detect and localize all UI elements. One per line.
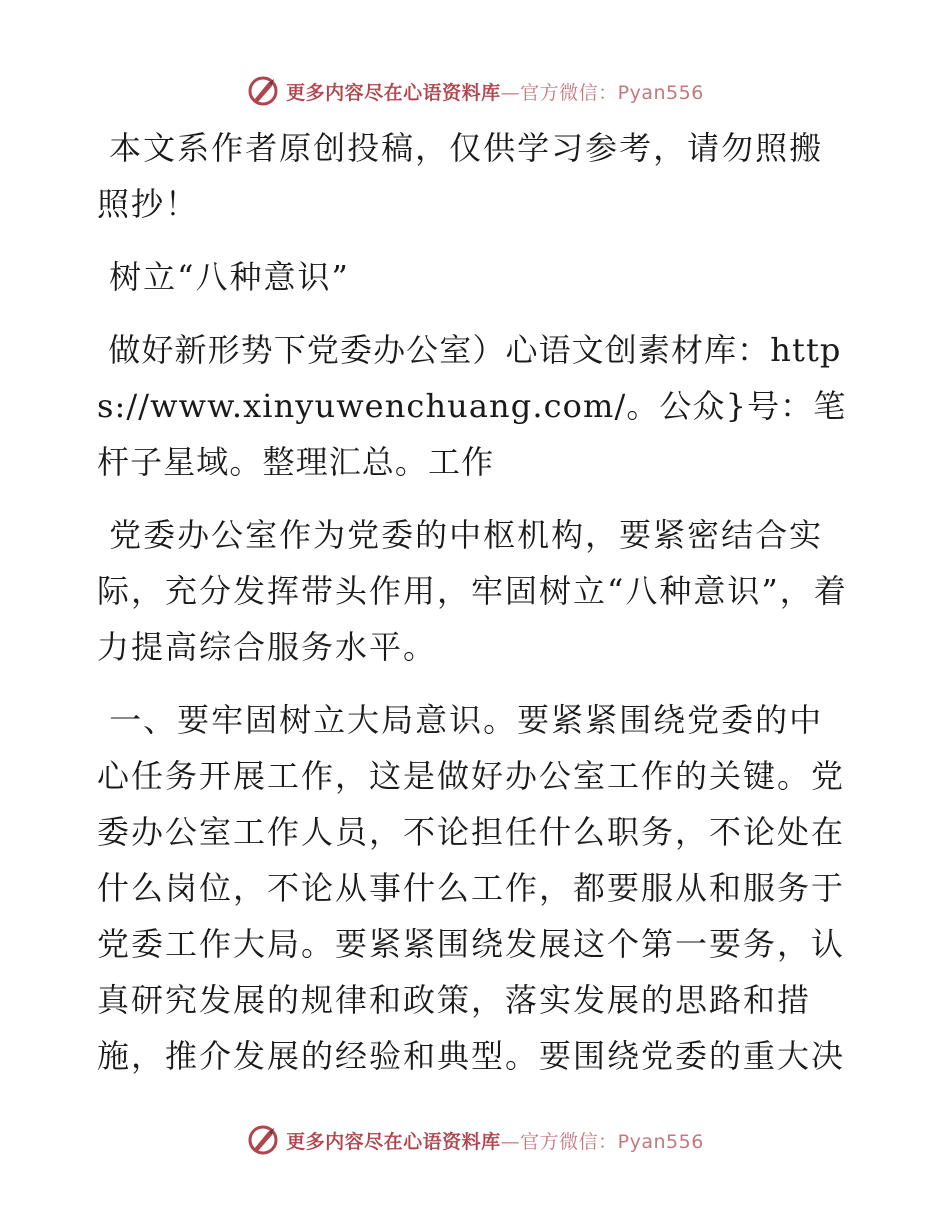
banner-main-text: 更多内容尽在心语资料库 — [286, 1130, 501, 1153]
banner-main-text: 更多内容尽在心语资料库 — [286, 81, 501, 104]
disclaimer-paragraph: 本文系作者原创投稿，仅供学习参考，请勿照搬照抄！ — [97, 129, 824, 223]
title-paragraph: 树立“八种意识” — [97, 258, 350, 296]
section-one-paragraph: 一、要牢固树立大局意识。要紧紧围绕党委的中心任务开展工作，这是做好办公室工作的关键。党委办公室工作人员，不论担任什么职务，不论处在什么岗位，不论从事什么工作，都要服从和服务于党委工作大局。要紧紧围绕发展这个第一要务，认真研究发展的规律和政策，落实发展的思路和措施，推介发展的经验和典型。要围绕党委的重大决 — [97, 701, 846, 1075]
banner-label — [286, 1127, 704, 1154]
banner-wechat: 官方微信：Pyan556 — [520, 1130, 704, 1153]
intro-paragraph: 党委办公室作为党委的中枢机构，要紧密结合实际，充分发挥带头作用，牢固树立“八种意识”，着力提高综合服务水平。 — [97, 516, 848, 666]
banner-separator: — — [500, 1130, 521, 1153]
banner-separator: — — [500, 81, 521, 104]
quill-logo-icon — [246, 1123, 280, 1157]
footer-banner — [0, 1120, 950, 1160]
banner-label — [286, 78, 704, 105]
header-banner — [0, 71, 950, 111]
document-body — [97, 120, 857, 1101]
banner-wechat: 官方微信：Pyan556 — [520, 81, 704, 104]
quill-logo-icon — [246, 74, 280, 108]
subtitle-paragraph: 做好新形势下党委办公室）心语文创素材库：https://www.xinyuwenchuang.com/。公众}号：笔杆子星域。整理汇总。工作 — [97, 331, 847, 481]
